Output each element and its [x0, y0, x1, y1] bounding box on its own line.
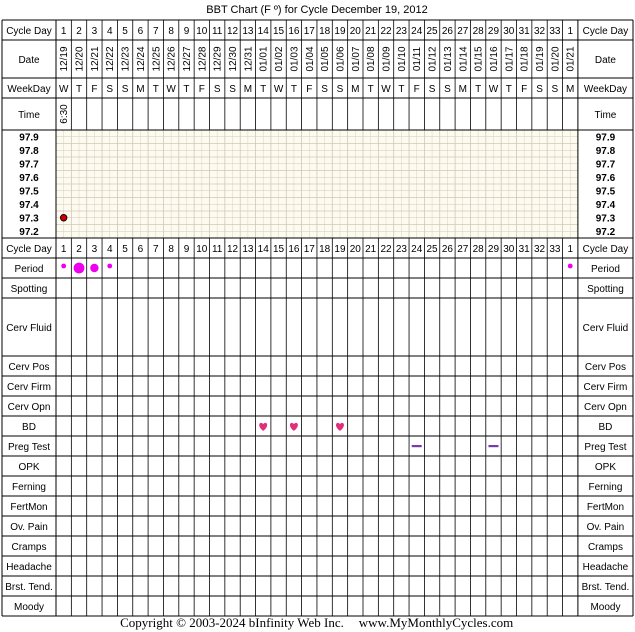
cycle-day-number: 27 — [457, 25, 469, 37]
cycle-day-number: 33 — [549, 243, 561, 255]
cycle-day-number: 29 — [487, 25, 500, 37]
weekday-letter: M — [458, 83, 467, 95]
cycle-day-number: 27 — [457, 243, 469, 255]
date-label: 01/14 — [458, 46, 470, 72]
cycle-day-number: 29 — [487, 243, 500, 255]
row-label-right: WeekDay — [583, 83, 628, 95]
cycle-day-number: 9 — [183, 243, 190, 255]
row-label-right: Cycle Day — [582, 25, 629, 37]
heart-icon — [290, 423, 298, 431]
date-label: 01/02 — [274, 46, 286, 72]
row-label-right: Time — [594, 109, 617, 121]
temp-axis-label: 97.5 — [19, 186, 39, 198]
date-label: 12/27 — [181, 46, 193, 72]
cycle-day-number: 10 — [196, 25, 208, 37]
weekday-letter: M — [351, 83, 360, 95]
cycle-day-number: 16 — [288, 25, 300, 37]
cycle-day-number: 11 — [211, 243, 223, 255]
temp-axis-label: 97.6 — [595, 173, 616, 185]
weekday-letter: F — [521, 83, 528, 95]
cycle-day-number: 5 — [122, 25, 128, 37]
cycle-day-number: 1 — [567, 243, 574, 255]
row-label-left: FertMon — [10, 501, 48, 513]
heart-icon — [259, 423, 267, 431]
cycle-day-number: 30 — [503, 25, 515, 37]
heart-icon — [336, 423, 344, 431]
date-label: 01/13 — [442, 46, 454, 72]
row-label-left: Preg Test — [7, 441, 51, 453]
cycle-day-number: 31 — [518, 243, 530, 255]
date-label: 01/01 — [258, 46, 270, 72]
weekday-letter: S — [536, 83, 543, 95]
weekday-letter: T — [367, 83, 374, 95]
period-dot — [74, 263, 85, 274]
weekday-letter: T — [183, 83, 190, 95]
cycle-day-number: 6 — [137, 25, 144, 37]
cycle-day-number: 25 — [426, 243, 438, 255]
weekday-letter: S — [121, 83, 129, 95]
row-label-left: Cycle Day — [6, 243, 52, 255]
cycle-day-number: 3 — [91, 243, 98, 255]
cycle-day-number: 15 — [273, 25, 285, 37]
weekday-letter: W — [166, 83, 176, 95]
date-label: 12/23 — [120, 46, 132, 72]
temp-axis-label: 97.7 — [19, 159, 39, 171]
weekday-letter: S — [444, 83, 451, 95]
weekday-letter: M — [243, 83, 253, 95]
cycle-day-number: 20 — [349, 243, 361, 255]
date-label: 01/03 — [289, 46, 301, 72]
chart-title: BBT Chart (F º) for Cycle December 19, 2012 — [206, 4, 428, 16]
cycle-day-number: 16 — [288, 243, 300, 255]
cycle-day-number: 5 — [122, 243, 128, 255]
weekday-letter: T — [398, 83, 405, 95]
row-label-left: BD — [22, 421, 36, 433]
row-label-left: Ov. Pain — [10, 521, 48, 533]
cycle-day-number: 22 — [380, 243, 392, 255]
row-label-right: Cycle Day — [582, 243, 629, 255]
temp-axis-label: 97.8 — [595, 146, 616, 158]
cycle-day-number: 1 — [60, 243, 67, 255]
weekday-letter: T — [475, 83, 482, 95]
cycle-day-number: 24 — [411, 25, 423, 37]
cycle-day-number: 21 — [365, 25, 377, 37]
date-label: 01/18 — [519, 46, 531, 72]
row-label-right: Moody — [590, 601, 621, 613]
weekday-letter: S — [321, 83, 328, 95]
cycle-day-number: 32 — [533, 243, 546, 255]
period-dot — [107, 264, 112, 269]
cycle-day-number: 28 — [472, 25, 484, 37]
weekday-letter: F — [198, 83, 205, 95]
weekday-letter: F — [413, 83, 420, 95]
cycle-day-number: 17 — [303, 25, 315, 37]
weekday-letter: W — [488, 83, 499, 95]
row-label-right: Spotting — [587, 283, 624, 295]
row-label-left: Ferning — [12, 481, 46, 493]
cycle-day-number: 33 — [549, 25, 561, 37]
cycle-day-number: 6 — [137, 243, 144, 255]
cycle-day-number: 8 — [168, 25, 174, 37]
cycle-day-number: 14 — [257, 243, 269, 255]
row-label-right: Date — [594, 54, 617, 66]
cycle-day-number: 12 — [226, 243, 239, 255]
weekday-letter: S — [213, 83, 221, 95]
cycle-day-number: 13 — [242, 25, 254, 37]
footer-copyright: Copyright © 2003-2024 bInfinity Web Inc. — [120, 615, 344, 630]
cycle-day-number: 10 — [196, 243, 208, 255]
date-label: 12/26 — [166, 46, 178, 72]
cycle-day-number: 30 — [503, 243, 515, 255]
row-label-right: Cerv Opn — [584, 401, 627, 413]
cycle-day-number: 26 — [441, 243, 453, 255]
weekday-letter: T — [260, 83, 267, 95]
temp-axis-label: 97.6 — [19, 173, 39, 185]
cycle-day-number: 3 — [91, 25, 98, 37]
date-label: 01/11 — [412, 46, 424, 72]
cycle-day-number: 23 — [395, 25, 407, 37]
temp-axis-label: 97.3 — [19, 213, 39, 225]
cycle-day-number: 23 — [395, 243, 407, 255]
footer-site-link[interactable]: www.MyMonthlyCycles.com — [358, 615, 514, 630]
cycle-day-number: 7 — [152, 25, 159, 37]
date-label: 01/07 — [350, 46, 362, 72]
negative-test-mark — [488, 445, 498, 447]
date-label: 01/12 — [427, 46, 439, 72]
date-label: 12/30 — [228, 46, 240, 72]
row-label-left: Headache — [6, 561, 52, 573]
temperature-point — [60, 214, 67, 221]
row-label-left: Period — [14, 263, 44, 275]
row-label-right: Cerv Fluid — [582, 322, 629, 334]
row-label-right: Period — [590, 263, 620, 275]
cycle-day-number: 18 — [319, 243, 331, 255]
row-label-right: Cerv Firm — [583, 381, 628, 393]
row-label-right: Cerv Pos — [584, 361, 627, 373]
cycle-day-number: 4 — [106, 25, 113, 37]
weekday-letter: T — [75, 83, 83, 95]
cycle-day-number: 11 — [211, 25, 223, 37]
weekday-letter: T — [505, 83, 512, 95]
cycle-day-number: 2 — [76, 243, 82, 255]
cycle-day-number: 20 — [349, 25, 361, 37]
weekday-letter: F — [91, 83, 98, 95]
cycle-day-number: 9 — [183, 25, 190, 37]
cycle-day-number: 21 — [365, 243, 377, 255]
temp-axis-label: 97.3 — [595, 213, 616, 225]
period-dot — [90, 264, 98, 272]
row-label-right: Cramps — [587, 541, 623, 553]
date-label: 01/10 — [396, 46, 408, 72]
cycle-day-number: 28 — [472, 243, 484, 255]
date-label: 01/15 — [473, 46, 485, 72]
row-label-right: Ferning — [588, 481, 623, 493]
temp-axis-label: 97.4 — [595, 200, 616, 212]
cycle-day-number: 18 — [319, 25, 331, 37]
cycle-day-number: 2 — [76, 25, 82, 37]
date-label: 12/31 — [243, 46, 255, 72]
date-label: 01/06 — [335, 46, 347, 72]
date-label: 01/08 — [366, 46, 378, 72]
weekday-letter: T — [152, 83, 159, 95]
weekday-letter: T — [290, 83, 297, 95]
weekday-letter: W — [381, 83, 391, 95]
temp-axis-label: 97.7 — [595, 159, 616, 171]
row-label-left: Brst. Tend. — [5, 581, 53, 593]
date-label: 01/16 — [488, 46, 500, 72]
row-label-left: Date — [18, 54, 40, 66]
date-label: 12/24 — [135, 46, 147, 72]
date-label: 01/09 — [381, 46, 393, 72]
row-label-right: Preg Test — [584, 441, 627, 453]
weekday-letter: F — [306, 83, 313, 95]
date-label: 01/17 — [504, 46, 516, 72]
row-label-left: Moody — [13, 601, 45, 613]
temp-axis-label: 97.9 — [595, 132, 616, 144]
row-label-right: BD — [598, 421, 613, 433]
weekday-letter: W — [273, 83, 284, 95]
weekday-letter: S — [106, 83, 114, 95]
cycle-day-number: 1 — [567, 25, 574, 37]
date-label: 12/20 — [74, 46, 86, 72]
row-label-left: Cramps — [11, 541, 47, 553]
cycle-day-number: 26 — [441, 25, 453, 37]
cycle-day-number: 31 — [518, 25, 530, 37]
row-label-right: OPK — [594, 461, 617, 473]
weekday-letter: S — [336, 83, 344, 95]
weekday-letter: M — [566, 83, 575, 95]
date-label: 12/25 — [151, 46, 163, 72]
row-label-left: WeekDay — [7, 83, 51, 95]
cycle-day-number: 17 — [303, 243, 315, 255]
temp-axis-label: 97.4 — [19, 200, 39, 212]
weekday-letter: S — [229, 83, 236, 95]
row-label-right: Ov. Pain — [586, 521, 625, 533]
cycle-day-number: 32 — [533, 25, 546, 37]
cycle-day-number: 7 — [152, 243, 159, 255]
row-label-right: Headache — [582, 561, 629, 573]
temp-axis-label: 97.5 — [595, 186, 616, 198]
temp-axis-label: 97.2 — [19, 227, 39, 239]
cycle-day-number: 15 — [273, 243, 285, 255]
row-label-left: OPK — [18, 461, 40, 473]
cycle-day-number: 22 — [380, 25, 392, 37]
cycle-day-number: 24 — [411, 243, 423, 255]
date-label: 12/19 — [59, 46, 71, 72]
cycle-day-number: 25 — [426, 25, 438, 37]
row-label-left: Cerv Pos — [8, 361, 50, 373]
weekday-letter: M — [136, 83, 145, 95]
cycle-day-number: 12 — [226, 25, 239, 37]
cycle-day-number: 8 — [168, 243, 174, 255]
row-label-left: Time — [18, 109, 40, 121]
row-label-left: Spotting — [10, 283, 48, 295]
weekday-letter: W — [58, 83, 69, 95]
date-label: 01/19 — [535, 46, 547, 72]
row-label-left: Cerv Opn — [7, 401, 51, 413]
row-label-right: Brst. Tend. — [581, 581, 630, 593]
cycle-day-number: 4 — [106, 243, 113, 255]
row-label-left: Cycle Day — [6, 25, 52, 37]
weekday-letter: S — [551, 83, 559, 95]
time-label: 6:30 — [59, 104, 71, 124]
date-label: 01/04 — [304, 46, 316, 72]
cycle-day-number: 13 — [242, 243, 254, 255]
cycle-day-number: 1 — [60, 25, 67, 37]
cycle-day-number: 19 — [334, 243, 346, 255]
temp-axis-label: 97.8 — [19, 146, 39, 158]
date-label: 01/05 — [320, 46, 332, 72]
period-dot — [61, 264, 66, 269]
cycle-day-number: 14 — [257, 25, 269, 37]
date-label: 12/22 — [105, 46, 117, 72]
date-label: 01/21 — [565, 46, 577, 72]
temp-axis-label: 97.2 — [595, 227, 616, 239]
temp-axis-label: 97.9 — [19, 132, 39, 144]
weekday-letter: S — [428, 83, 436, 95]
period-dot — [568, 264, 573, 269]
cycle-day-number: 19 — [334, 25, 346, 37]
date-label: 12/29 — [212, 46, 224, 72]
row-label-left: Cerv Fluid — [6, 322, 52, 334]
date-label: 12/21 — [89, 46, 101, 72]
negative-test-mark — [412, 445, 422, 447]
row-label-right: FertMon — [586, 501, 625, 513]
date-label: 01/20 — [550, 46, 562, 72]
row-label-left: Cerv Firm — [7, 381, 51, 393]
date-label: 12/28 — [197, 46, 209, 72]
